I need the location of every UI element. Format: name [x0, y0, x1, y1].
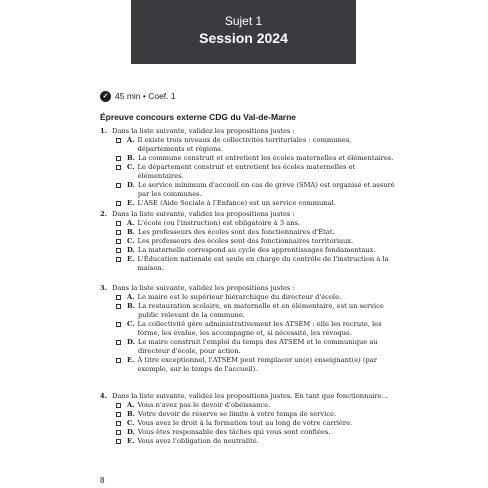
question-2 — [100, 210, 400, 273]
option-4d[interactable]: D. Vous êtes responsable des tâches qui vous sont confiées. — [100, 428, 400, 437]
checkbox[interactable] — [116, 156, 121, 161]
checkbox[interactable] — [116, 358, 121, 363]
checkbox[interactable] — [116, 257, 121, 262]
question-number: 1. — [100, 127, 107, 135]
question-stem: Dans la liste suivante, validez les propositions justes : — [112, 210, 295, 218]
checkbox[interactable] — [116, 430, 121, 435]
question-3 — [100, 284, 400, 374]
question-stem: Dans la liste suivante, validez les propositions justes : — [112, 127, 295, 135]
checkbox[interactable] — [116, 248, 121, 253]
option-3c[interactable]: C. La collectivité gère administrativement les ATSEM : elle les recrute, les forme, les évalue, les accompagne et, si nécessité, les révoque. — [100, 320, 400, 338]
option-1c[interactable]: C. Le département construit et entretient les écoles maternelles et élémentaires. — [100, 163, 400, 181]
checkbox[interactable] — [116, 230, 121, 235]
option-4b[interactable]: B. Votre devoir de réserve se limite à votre temps de service. — [100, 410, 400, 419]
option-4c[interactable]: C. Vous avez le droit à la formation tout au long de votre carrière. — [100, 419, 400, 428]
option-2c[interactable]: C. Les professeurs des écoles sont des fonctionnaires territoriaux. — [100, 237, 400, 246]
option-3d[interactable]: D. Le maire construit l'emploi du temps des ATSEM et le communique au directeur d'école, pour action. — [100, 338, 400, 356]
option-2b[interactable]: B. Les professeurs des écoles sont des fonctionnaires d'État. — [100, 228, 400, 237]
question-4 — [100, 392, 400, 446]
option-2d[interactable]: D. La maternelle correspond au cycle des apprentissages fondamentaux. — [100, 246, 400, 255]
question-number: 2. — [100, 210, 107, 218]
checkbox[interactable] — [116, 421, 121, 426]
session-title: Session 2024 — [199, 30, 288, 46]
option-3e[interactable]: E. À titre exceptionnel, l'ATSEM peut remplacer un(e) enseignant(e) (par exemple, sur le temps de l'accueil). — [100, 356, 400, 374]
option-2e[interactable]: E. L'Éducation nationale est seule en charge du contrôle de l'instruction à la maison. — [100, 255, 400, 273]
question-stem: Dans la liste suivante, validez les propositions justes. En tant que fonctionnaire… — [112, 392, 389, 400]
checkbox[interactable] — [116, 439, 121, 444]
option-4a[interactable]: A. Vous n'avez pas le devoir d'obéissance. — [100, 401, 400, 410]
question-number: 4. — [100, 392, 107, 400]
option-4e[interactable]: E. Vous avez l'obligation de neutralité. — [100, 437, 400, 446]
question-1 — [100, 127, 400, 208]
checkbox[interactable] — [116, 201, 121, 206]
page-number: 8 — [100, 476, 105, 485]
checkbox[interactable] — [116, 322, 121, 327]
option-2a[interactable]: A. L'école (ou l'instruction) est obligatoire à 3 ans. — [100, 219, 400, 228]
checkbox[interactable] — [116, 304, 121, 309]
option-1e[interactable]: E. L'ASE (Aide Sociale à l'Enfance) est un service communal. — [100, 199, 400, 208]
option-1d[interactable]: D. Le service minimum d'accueil en cas de grève (SMA) est organisé et assuré par les communes. — [100, 181, 400, 199]
option-1b[interactable]: B. La commune construit et entretient les écoles maternelles et élémentaires. — [100, 154, 400, 163]
clock-icon: ✓ — [100, 91, 111, 102]
checkbox[interactable] — [116, 295, 121, 300]
question-stem: Dans la liste suivante, validez les propositions justes : — [112, 284, 295, 292]
duration-text: 45 min • Coef. 1 — [115, 91, 176, 101]
checkbox[interactable] — [116, 183, 121, 188]
option-3a[interactable]: A. Le maire est le supérieur hiérarchique du directeur d'école. — [100, 293, 400, 302]
checkbox[interactable] — [116, 165, 121, 170]
checkbox[interactable] — [116, 221, 121, 226]
option-3b[interactable]: B. La restauration scolaire, en maternelle et en élémentaire, est un service public relevant de la commune. — [100, 302, 400, 320]
subject-label: Sujet 1 — [224, 14, 263, 28]
checkbox[interactable] — [116, 239, 121, 244]
option-1a[interactable]: A. Il existe trois niveaux de collectivités territoriales : communes, départements et régions. — [100, 136, 400, 154]
exam-title: Épreuve concours externe CDG du Val-de-Marne — [100, 112, 297, 122]
duration-coefficient — [100, 89, 176, 103]
checkbox[interactable] — [116, 138, 121, 143]
question-number: 3. — [100, 284, 107, 292]
checkbox[interactable] — [116, 340, 121, 345]
checkbox[interactable] — [116, 412, 121, 417]
checkbox[interactable] — [116, 403, 121, 408]
session-header — [131, 0, 356, 64]
